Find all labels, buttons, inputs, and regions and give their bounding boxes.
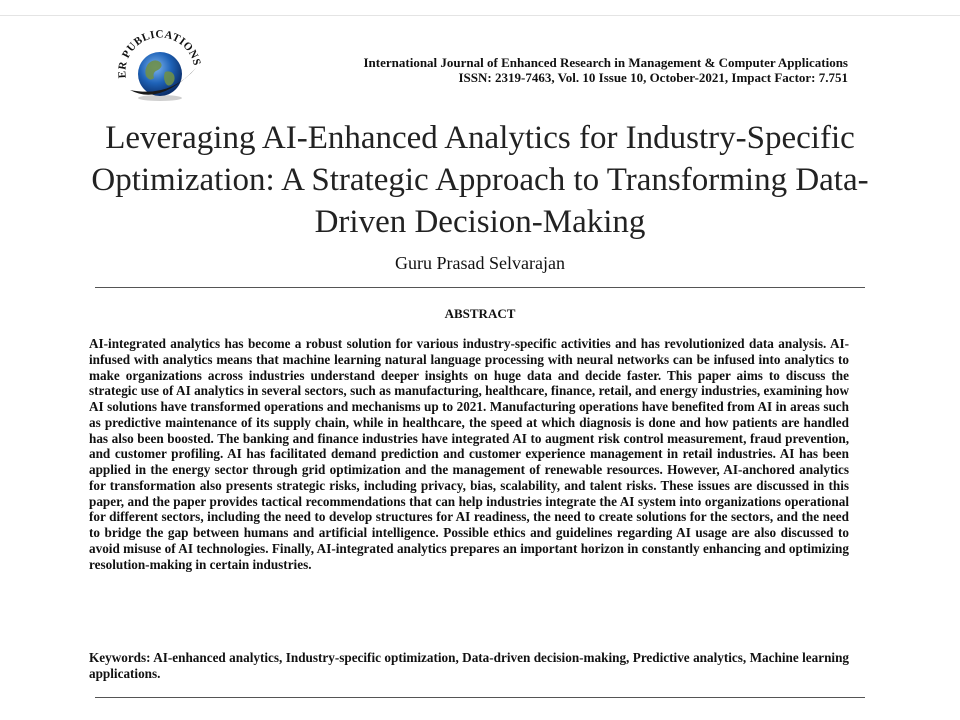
journal-name: International Journal of Enhanced Research in Management & Computer Applications (363, 55, 848, 70)
divider-bottom (95, 697, 865, 698)
globe-icon (138, 52, 182, 96)
logo-text: ER PUBLICATIONS (116, 28, 203, 79)
abstract-body: AI-integrated analytics has become a robust solution for various industry-specific activities and has revolutionized data analysis. AI-infused with analytics means that machine learning natural language processing with neural networks can be infused into analytics to make organizations across industries understand deeper insights on huge data and decide faster. This paper aims to discuss the strategic use of AI analytics in several sectors, such as manufacturing, healthcare, finance, retail, and energy industries, examining how AI solutions have transformed operations and mechanisms up to 2021. Manufacturing operations have benefited from AI in areas such as predictive maintenance of its supply chain, while in healthcare, the speed at which diagnosis is done and how patients are handled has also been boosted. The banking and finance industries have integrated AI to augment risk control measurement, fraud prevention, and customer profiling. AI has facilitated demand prediction and customer experience management in retail industries. AI has been applied in the energy sector through grid optimization and the management of renewable resources. However, AI-anchored analytics for transformation also presents strategic risks, including privacy, bias, scalability, and talent risks. These issues are discussed in this paper, and the paper provides tactical recommendations that can help industries integrate the AI system into organizations operational for different sectors, including the need to develop structures for AI readiness, the need to create solutions for the sectors, and the need to bridge the gap between humans and artificial intelligence. Possible ethics and guidelines regarding AI usage are also discussed to avoid misuse of AI technologies. Finally, AI-integrated analytics prepares an important horizon in constantly enhancing and optimizing resolution-making in certain industries. (89, 336, 849, 572)
author-name: Guru Prasad Selvarajan (395, 253, 565, 273)
page-top-border (0, 15, 960, 16)
abstract-heading: ABSTRACT (444, 306, 516, 321)
journal-header (363, 55, 848, 85)
paper-title: Leveraging AI-Enhanced Analytics for Industry-Specific Optimization: A Strategic Approach to Transforming Data-Driven Decision-Making (91, 120, 869, 240)
journal-issue-info: ISSN: 2319-7463, Vol. 10 Issue 10, October-2021, Impact Factor: 7.751 (458, 70, 848, 85)
keywords: Keywords: AI-enhanced analytics, Industry-specific optimization, Data-driven decision-making, Predictive analytics, Machine learning applications. (89, 650, 849, 681)
divider-top (95, 287, 865, 288)
er-publications-logo (110, 28, 210, 104)
